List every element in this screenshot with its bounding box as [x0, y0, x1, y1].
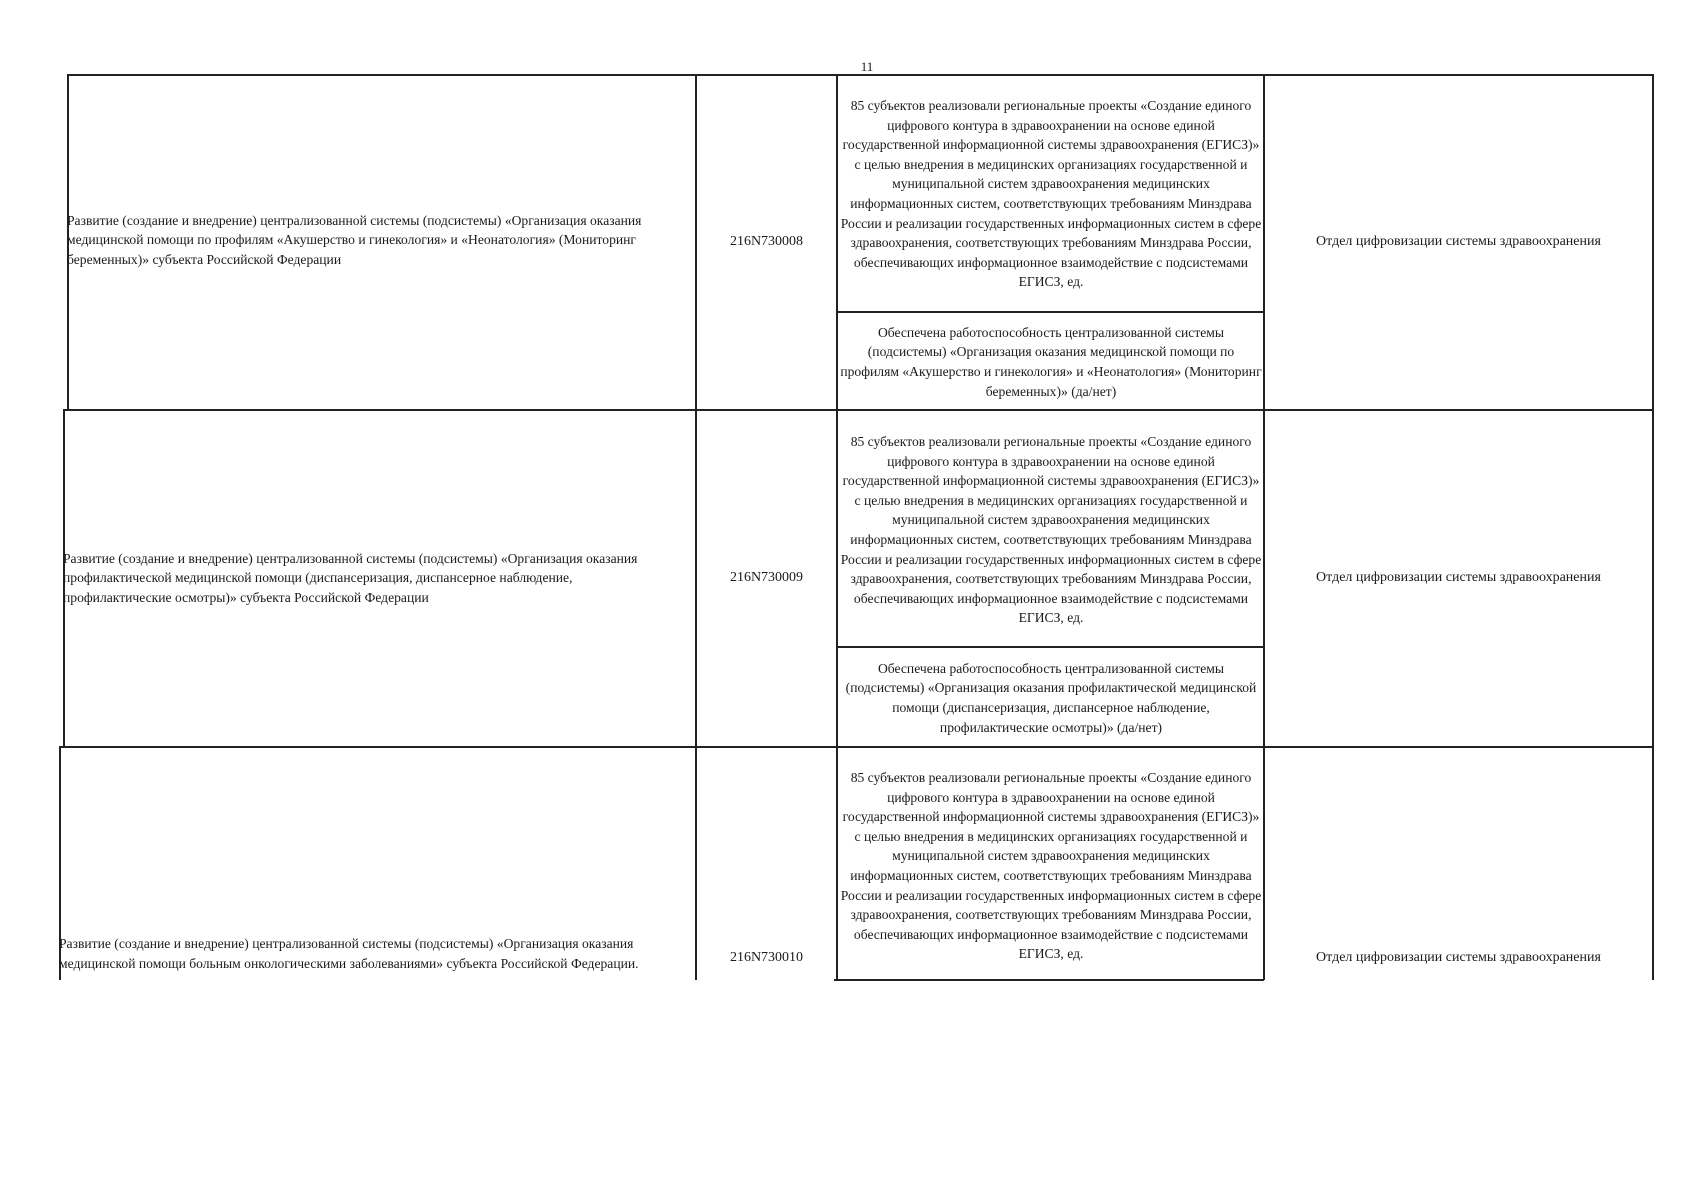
column-divider: [836, 74, 838, 980]
table-row: [63, 548, 677, 608]
result-cell-bottom: [834, 979, 1264, 981]
measure-name: Развитие (создание и внедрение) централизованной системы (подсистемы) «Организация оказания медицинской помощи по профилям «Акушерство и гинекология» и «Неонатология» (Мониторинг беременных)» субъекта Российской Федерации: [67, 212, 642, 267]
responsible-department: Отдел цифровизации системы здравоохранения: [1316, 570, 1601, 586]
measure-name: Развитие (создание и внедрение) централизованной системы (подсистемы) «Организация оказания профилактической медицинской помощи (диспансеризация, диспансерное наблюдение, профилактические осмотры)» субъекта Российской Федерации: [63, 550, 638, 605]
measure-code: 216N730008: [729, 234, 804, 250]
measure-name: Развитие (создание и внедрение) централизованной системы (подсистемы) «Организация оказания медицинской помощи больным онкологическими заболеваниями» субъекта Российской Федерации.: [59, 936, 639, 971]
responsible-department: Отдел цифровизации системы здравоохранения: [1316, 950, 1601, 966]
result-indicator: 85 субъектов реализовали региональные проекты «Создание единого цифрового контура в здравоохранении на основе единой государственной информационной системы здравоохранения (ЕГИСЗ)» с целью внедрения в медицинских организациях государственной и муниципальной систем здравоохранения медицинских информационных систем, соответствующих требованиям Минздрава России и реализации государственных информационных систем в сфере здравоохранения, соответствующих требованиям Минздрава России, обеспечивающих информационное взаимодействие с подсистемами ЕГИСЗ, ед.: [840, 98, 1262, 290]
measure-code: 216N730010: [729, 950, 804, 966]
table-border-right: [1652, 74, 1654, 980]
table-row: [67, 210, 677, 270]
table-border-top: [68, 74, 1652, 76]
measure-code: 216N730009: [729, 570, 804, 586]
result-divider: [836, 311, 1264, 313]
column-divider: [695, 74, 697, 980]
result-divider: [836, 646, 1264, 648]
row-divider: [64, 409, 1652, 411]
row-divider: [60, 746, 1652, 748]
result-indicator: 85 субъектов реализовали региональные проекты «Создание единого цифрового контура в здравоохранении на основе единой государственной информационной системы здравоохранения (ЕГИСЗ)» с целью внедрения в медицинских организациях государственной и муниципальной систем здравоохранения медицинских информационных систем, соответствующих требованиям Минздрава России и реализации государственных информационных систем в сфере здравоохранения, соответствующих требованиям Минздрава России, обеспечивающих информационное взаимодействие с подсистемами ЕГИСЗ, ед.: [840, 434, 1262, 626]
page-number: 11: [860, 60, 874, 74]
result-indicator: Обеспечена работоспособность централизованной системы (подсистемы) «Организация оказания медицинской помощи по профилям «Акушерство и гинекология» и «Неонатология» (Мониторинг беременных)» (да/нет): [840, 324, 1262, 399]
column-divider: [1263, 74, 1265, 980]
responsible-department: Отдел цифровизации системы здравоохранения: [1316, 234, 1601, 250]
result-indicator: 85 субъектов реализовали региональные проекты «Создание единого цифрового контура в здравоохранении на основе единой государственной информационной системы здравоохранения (ЕГИСЗ)» с целью внедрения в медицинских организациях государственной и муниципальной систем здравоохранения медицинских информационных систем, соответствующих требованиям Минздрава России и реализации государственных информационных систем в сфере здравоохранения, соответствующих требованиям Минздрава России, обеспечивающих информационное взаимодействие с подсистемами ЕГИСЗ, ед.: [840, 770, 1262, 962]
result-indicator: Обеспечена работоспособность централизованной системы (подсистемы) «Организация оказания профилактической медицинской помощи (диспансеризация, диспансерное наблюдение, профилактические осмотры)» (да/нет): [845, 660, 1257, 735]
table-row: [59, 924, 677, 984]
